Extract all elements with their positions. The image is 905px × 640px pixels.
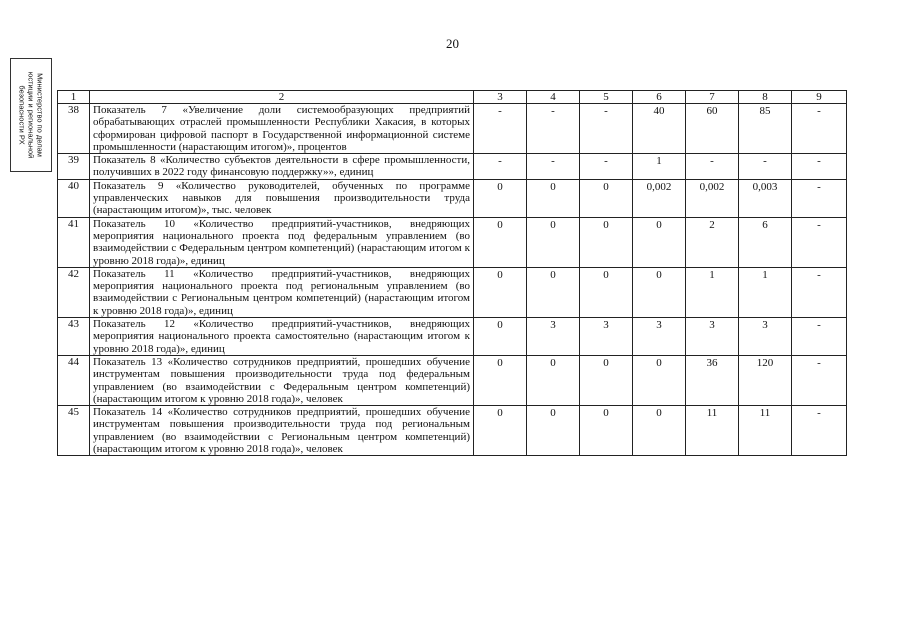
value-cell: 40: [633, 104, 686, 154]
value-cell: 0: [527, 267, 580, 317]
value-cell: 0: [474, 406, 527, 456]
value-cell: -: [580, 154, 633, 180]
value-cell: 0: [474, 355, 527, 405]
value-cell: 0,002: [633, 179, 686, 217]
table-header-row: [58, 91, 847, 104]
table-row: [58, 217, 847, 267]
column-header: 3: [474, 91, 527, 104]
table-row: [58, 179, 847, 217]
row-number: 41: [58, 217, 90, 267]
value-cell: 60: [686, 104, 739, 154]
value-cell: -: [792, 104, 847, 154]
value-cell: 1: [633, 154, 686, 180]
row-number: 38: [58, 104, 90, 154]
column-header: 9: [792, 91, 847, 104]
value-cell: 11: [739, 406, 792, 456]
value-cell: 0: [580, 406, 633, 456]
value-cell: 0: [633, 267, 686, 317]
indicators-table: [57, 90, 847, 456]
value-cell: 0,002: [686, 179, 739, 217]
value-cell: 2: [686, 217, 739, 267]
value-cell: 0: [580, 267, 633, 317]
column-header: 1: [58, 91, 90, 104]
value-cell: 6: [739, 217, 792, 267]
value-cell: 0: [474, 267, 527, 317]
value-cell: 85: [739, 104, 792, 154]
table-row: [58, 355, 847, 405]
column-header: 5: [580, 91, 633, 104]
value-cell: 3: [527, 318, 580, 356]
value-cell: 36: [686, 355, 739, 405]
indicator-description: Показатель 7 «Увеличение доли системообразующих предприятий обрабатывающих отраслей промышленности Республики Хакасия, в которых сформирован цифровой паспорт в Государственной информационной системе промышленности (нарастающим итогом)», процентов: [90, 104, 474, 154]
value-cell: 3: [686, 318, 739, 356]
value-cell: -: [686, 154, 739, 180]
column-header: 2: [90, 91, 474, 104]
value-cell: 0,003: [739, 179, 792, 217]
value-cell: -: [580, 104, 633, 154]
value-cell: 3: [739, 318, 792, 356]
column-header: 4: [527, 91, 580, 104]
value-cell: 11: [686, 406, 739, 456]
value-cell: 0: [527, 179, 580, 217]
value-cell: -: [527, 154, 580, 180]
indicator-description: Показатель 14 «Количество сотрудников предприятий, прошедших обучение инструментам повышения производительности труда под региональным управлением (во взаимодействии с Региональным центром компетенций) (нарастающим итогом к уровню 2018 года)», человек: [90, 406, 474, 456]
value-cell: 1: [739, 267, 792, 317]
value-cell: -: [792, 217, 847, 267]
stamp-text: [18, 61, 45, 169]
value-cell: -: [792, 355, 847, 405]
value-cell: 0: [633, 355, 686, 405]
table-row: [58, 104, 847, 154]
indicator-description: Показатель 9 «Количество руководителей, обученных по программе управленческих навыков для повышения производительности труда (нарастающим итогом)», тыс. человек: [90, 179, 474, 217]
row-number: 40: [58, 179, 90, 217]
indicator-description: Показатель 10 «Количество предприятий-участников, внедряющих мероприятия национального проекта под федеральным управлением (во взаимодействии с Федеральным центром компетенций) (нарастающим итогом к уровню 2018 года)», единиц: [90, 217, 474, 267]
row-number: 44: [58, 355, 90, 405]
registration-stamp: [10, 58, 52, 172]
column-header: 8: [739, 91, 792, 104]
value-cell: -: [527, 104, 580, 154]
value-cell: 0: [474, 179, 527, 217]
table-row: [58, 267, 847, 317]
indicator-description: Показатель 13 «Количество сотрудников предприятий, прошедших обучение инструментам повышения производительности труда под федеральным управлением (во взаимодействии с Федеральным центром компетенций) (нарастающим итогом к уровню 2018 года)», человек: [90, 355, 474, 405]
table-row: [58, 318, 847, 356]
page-number: 20: [446, 36, 459, 51]
value-cell: 0: [580, 355, 633, 405]
row-number: 42: [58, 267, 90, 317]
value-cell: 0: [580, 217, 633, 267]
value-cell: -: [792, 179, 847, 217]
value-cell: -: [792, 318, 847, 356]
value-cell: -: [792, 267, 847, 317]
table-row: [58, 406, 847, 456]
stamp-line: безопасности РХ: [17, 85, 27, 145]
column-header: 7: [686, 91, 739, 104]
row-number: 39: [58, 154, 90, 180]
value-cell: 0: [633, 217, 686, 267]
indicator-description: Показатель 8 «Количество субъектов деятельности в сфере промышленности, получивших в 2022 году финансовую поддержку»», единиц: [90, 154, 474, 180]
value-cell: 3: [580, 318, 633, 356]
value-cell: -: [474, 104, 527, 154]
value-cell: 0: [527, 355, 580, 405]
value-cell: 0: [527, 406, 580, 456]
value-cell: -: [739, 154, 792, 180]
stamp-line: Министерство по делам: [35, 73, 45, 157]
value-cell: -: [792, 154, 847, 180]
row-number: 43: [58, 318, 90, 356]
value-cell: 0: [474, 318, 527, 356]
table-row: [58, 154, 847, 180]
value-cell: 0: [474, 217, 527, 267]
value-cell: -: [474, 154, 527, 180]
value-cell: -: [792, 406, 847, 456]
indicator-description: Показатель 11 «Количество предприятий-участников, внедряющих мероприятия национального проекта под региональным управлением (во взаимодействии с Региональным центром компетенций) (нарастающим итогом к уровню 2018 года)», единиц: [90, 267, 474, 317]
value-cell: 120: [739, 355, 792, 405]
value-cell: 0: [527, 217, 580, 267]
column-header: 6: [633, 91, 686, 104]
value-cell: 1: [686, 267, 739, 317]
indicator-description: Показатель 12 «Количество предприятий-участников, внедряющих мероприятия национального проекта самостоятельно (нарастающим итогом к уровню 2018 года)», единиц: [90, 318, 474, 356]
row-number: 45: [58, 406, 90, 456]
stamp-line: юстиции и региональной: [26, 71, 36, 159]
value-cell: 3: [633, 318, 686, 356]
value-cell: 0: [580, 179, 633, 217]
value-cell: 0: [633, 406, 686, 456]
